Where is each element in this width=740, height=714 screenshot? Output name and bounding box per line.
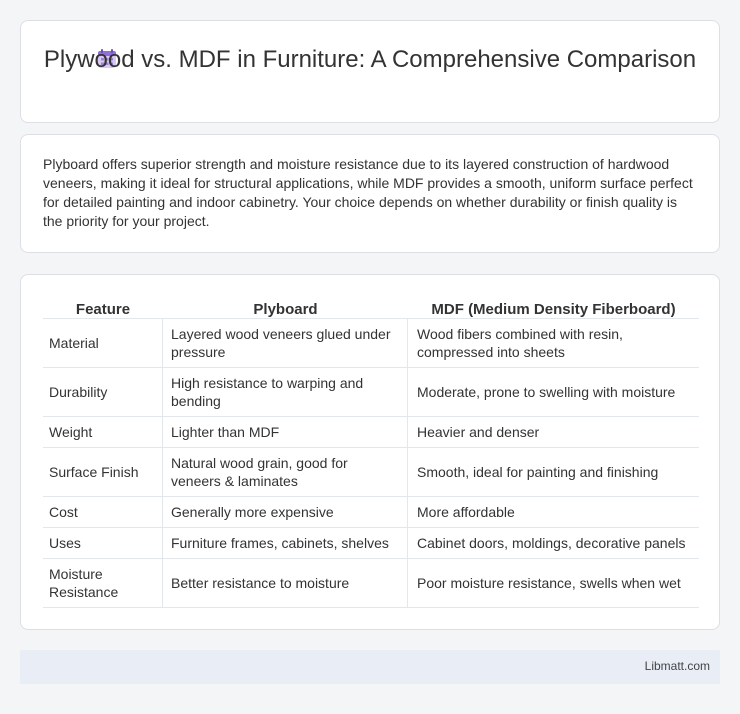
cell-feature: Cost — [43, 497, 163, 528]
cell-plyboard: Lighter than MDF — [163, 417, 408, 448]
table-row — [43, 559, 699, 608]
table-row — [43, 448, 699, 497]
cell-plyboard: Better resistance to moisture — [163, 559, 408, 608]
footer-brand[interactable]: Libmatt.com — [644, 659, 710, 673]
table-row — [43, 417, 699, 448]
table-row — [43, 497, 699, 528]
page-title: Plywood vs. MDF in Furniture: A Comprehensive Comparison — [43, 46, 697, 73]
table-row — [43, 368, 699, 417]
cell-plyboard: Layered wood veneers glued under pressure — [163, 319, 408, 368]
cell-mdf: Smooth, ideal for painting and finishing — [408, 448, 699, 497]
summary-text: Plyboard offers superior strength and moisture resistance due to its layered construction of hardwood veneers, making it ideal for structural applications, while MDF provides a smooth, uniform surface perfect for detailed painting and indoor cabinetry. Your choice depends on whether durability or finish quality is the priority for your project. — [43, 156, 693, 229]
cell-mdf: More affordable — [408, 497, 699, 528]
cell-mdf: Moderate, prone to swelling with moisture — [408, 368, 699, 417]
column-header-mdf: MDF (Medium Density Fiberboard) — [408, 295, 699, 319]
cell-feature: Durability — [43, 368, 163, 417]
cell-plyboard: High resistance to warping and bending — [163, 368, 408, 417]
comparison-table — [43, 295, 699, 608]
cell-feature: Surface Finish — [43, 448, 163, 497]
comparison-table-card — [20, 274, 720, 630]
cell-mdf: Wood fibers combined with resin, compressed into sheets — [408, 319, 699, 368]
cell-feature: Moisture Resistance — [43, 559, 163, 608]
cell-plyboard: Natural wood grain, good for veneers & laminates — [163, 448, 408, 497]
cell-feature: Material — [43, 319, 163, 368]
column-header-feature: Feature — [43, 295, 163, 319]
cell-plyboard: Generally more expensive — [163, 497, 408, 528]
cell-feature: Weight — [43, 417, 163, 448]
table-header-row — [43, 295, 699, 319]
table-row — [43, 528, 699, 559]
summary-card — [20, 134, 720, 253]
cell-mdf: Poor moisture resistance, swells when wet — [408, 559, 699, 608]
footer-bar — [20, 650, 720, 684]
cell-feature: Uses — [43, 528, 163, 559]
cell-mdf: Heavier and denser — [408, 417, 699, 448]
title-card — [20, 20, 720, 123]
cell-mdf: Cabinet doors, moldings, decorative panels — [408, 528, 699, 559]
table-row — [43, 319, 699, 368]
column-header-plyboard: Plyboard — [163, 295, 408, 319]
cell-plyboard: Furniture frames, cabinets, shelves — [163, 528, 408, 559]
